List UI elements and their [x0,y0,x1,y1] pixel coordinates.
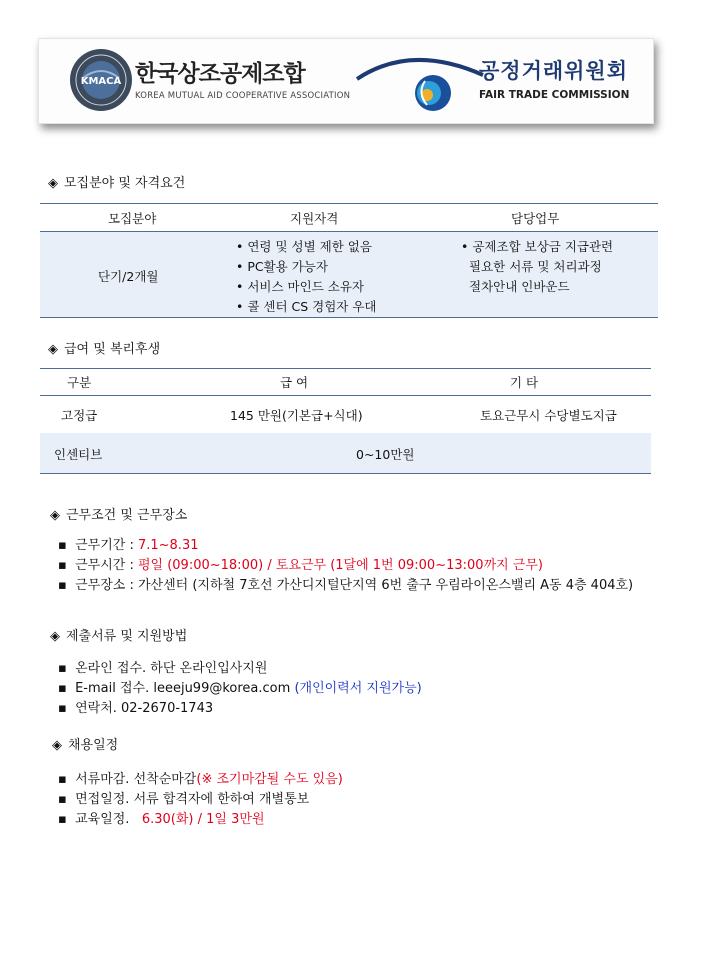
section-title-recruitment: ◈ 모집분야 및 자격요건 [48,176,186,191]
field-value: 단기/2개월 [98,269,159,284]
duty-item: 절차안내 인바운드 [469,279,570,294]
condition-hours: ▪ 근무시간 : 평일 (09:00~18:00) / 토요근무 (1달에 1번 09:00~13:00까지 근무) [58,558,543,573]
ftc-eye-logo [351,49,491,115]
bullet-icon: ▪ [58,812,67,827]
section-title-schedule: ◈ 채용일정 [52,738,119,753]
qualification-item: • 서비스 마인드 소유자 [236,279,364,294]
qualification-item: • PC활용 가능자 [236,259,328,274]
diamond-icon: ◈ [52,738,62,753]
apply-email: ▪ E-mail 접수. leeeju99@korea.com (개인이력서 지원가능) [58,681,422,696]
bullet-icon: ▪ [58,772,67,787]
section-title-salary: ◈ 급여 및 복리후생 [48,342,161,357]
schedule-interview: ▪ 면접일정. 서류 합격자에 한하여 개별통보 [58,792,310,807]
schedule-docs: ▪ 서류마감. 선착순마감(※ 조기마감될 수도 있음) [58,772,343,787]
condition-place: ▪ 근무장소 : 가산센터 (지하철 7호선 가산디지털단지역 6번 출구 우림라이온스밸리 A동 4층 404호) [58,578,634,593]
apply-online: ▪ 온라인 접수. 하단 온라인입사지원 [58,661,268,676]
row-label: 고정급 [61,408,98,423]
kmaca-english-name: KOREA MUTUAL AID COOPERATIVE ASSOCIATION [135,91,351,101]
duty-item: • 공제조합 보상금 지급관련 [461,239,614,254]
row-label: 인센티브 [54,447,103,462]
bullet-icon: ▪ [58,792,67,807]
header-qualification: 지원자격 [290,211,339,226]
table-row [40,395,651,433]
header-other: 기 타 [510,375,539,390]
row-other: 토요근무시 수당별도지급 [480,408,617,423]
ftc-english-name: FAIR TRADE COMMISSION [479,89,630,101]
table-row [40,433,651,473]
qualification-item: • 콜 센터 CS 경험자 우대 [236,299,377,314]
diamond-icon: ◈ [50,508,60,523]
table-header-row [40,203,658,231]
diamond-icon: ◈ [48,176,58,191]
table-header-row [40,368,651,395]
diamond-icon: ◈ [50,629,60,644]
bullet-icon: ▪ [58,558,67,573]
bullet-icon: ▪ [58,578,67,593]
table-row [40,232,658,318]
schedule-training: ▪ 교육일정. 6.30(화) / 1일 3만원 [58,812,265,827]
header-duties: 담당업무 [511,211,560,226]
condition-period: ▪ 근무기간 : 7.1~8.31 [58,538,199,553]
ftc-name: 공정거래위원회 [479,59,629,83]
kmaca-seal-text: KMACA [80,76,122,87]
bullet-icon: ▪ [58,701,67,716]
bullet-icon: ▪ [58,661,67,676]
qualification-item: • 연령 및 성별 제한 없음 [236,239,372,254]
kmaca-seal-logo [69,48,133,112]
diamond-icon: ◈ [48,342,58,357]
row-pay: 145 만원(기본급+식대) [230,408,363,423]
kmaca-name: 한국상조공제조합 [135,61,305,87]
header-category: 구분 [67,375,92,390]
section-title-apply: ◈ 제출서류 및 지원방법 [50,629,188,644]
row-pay: 0~10만원 [356,447,415,462]
salary-table [40,368,651,474]
section-title-conditions: ◈ 근무조건 및 근무장소 [50,508,188,523]
apply-contact: ▪ 연락처. 02-2670-1743 [58,701,214,716]
header-banner [38,38,654,124]
recruitment-table [40,203,658,318]
bullet-icon: ▪ [58,538,67,553]
bullet-icon: ▪ [58,681,67,696]
duty-item: 필요한 서류 및 처리과정 [469,259,602,274]
header-field: 모집분야 [108,211,157,226]
header-pay: 급 여 [280,375,309,390]
